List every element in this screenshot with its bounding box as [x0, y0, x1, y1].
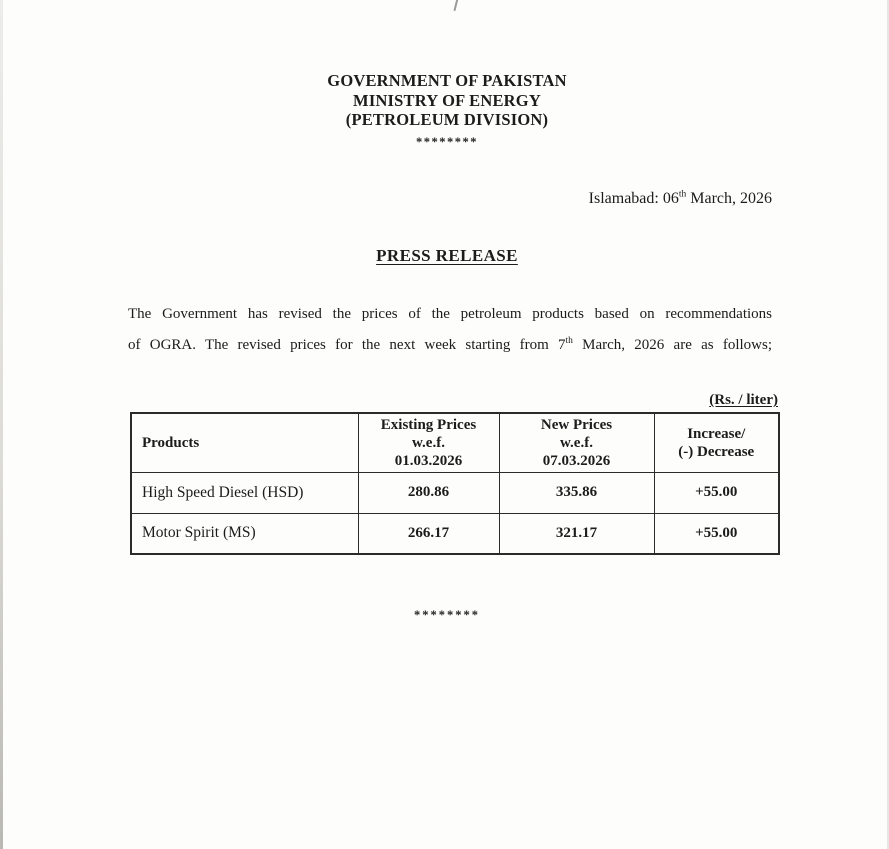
body-line-2-ordinal: th — [565, 336, 573, 346]
body-line-1: The Government has revised the prices of the petroleum products based on recommendations — [128, 306, 772, 322]
press-release-title: PRESS RELEASE — [376, 246, 518, 265]
body-line-2-prefix: of OGRA. The revised prices for the next week starting from 7 — [128, 337, 566, 353]
letterhead — [5, 71, 889, 152]
new-price-cell: 321.17 — [499, 513, 654, 554]
letterhead-line-division: (PETROLEUM DIVISION) — [345, 110, 549, 129]
body-line-2-suffix: March, 2026 are as follows; — [572, 337, 772, 353]
scan-artifact — [453, 0, 458, 11]
product-name-cell: Motor Spirit (MS) — [131, 513, 358, 554]
dateline-suffix: March, 2026 — [686, 190, 772, 207]
footer-asterisk-separator: ******** — [414, 608, 480, 622]
dateline-ordinal: th — [678, 189, 687, 200]
col-header-products: Products — [131, 413, 358, 472]
letterhead-line-government: GOVERNMENT OF PAKISTAN — [327, 71, 567, 90]
dateline-prefix: Islamabad: 06 — [588, 190, 679, 207]
letterhead-line-ministry: MINISTRY OF ENERGY — [353, 90, 541, 110]
table-header-row — [131, 413, 779, 472]
col-header-existing-prices: Existing Prices w.e.f. 01.03.2026 — [358, 413, 499, 472]
unit-label: (Rs. / liter) — [709, 392, 778, 408]
price-change-cell: +55.00 — [654, 513, 779, 554]
new-price-cell: 335.86 — [499, 472, 654, 513]
dateline — [589, 190, 772, 208]
asterisk-separator: ******** — [416, 134, 478, 149]
prices-table — [130, 412, 780, 555]
col-header-increase-decrease: Increase/ (-) Decrease — [654, 413, 779, 472]
table-row-hsd — [131, 472, 779, 513]
table-row-ms — [131, 513, 779, 554]
scan-edge-left — [0, 0, 3, 849]
col-header-new-prices: New Prices w.e.f. 07.03.2026 — [499, 413, 654, 472]
product-name-cell: High Speed Diesel (HSD) — [131, 472, 358, 513]
body-paragraph — [128, 299, 772, 361]
price-change-cell: +55.00 — [654, 472, 779, 513]
existing-price-cell: 280.86 — [358, 472, 499, 513]
body-line-2 — [128, 330, 772, 361]
existing-price-cell: 266.17 — [358, 513, 499, 554]
